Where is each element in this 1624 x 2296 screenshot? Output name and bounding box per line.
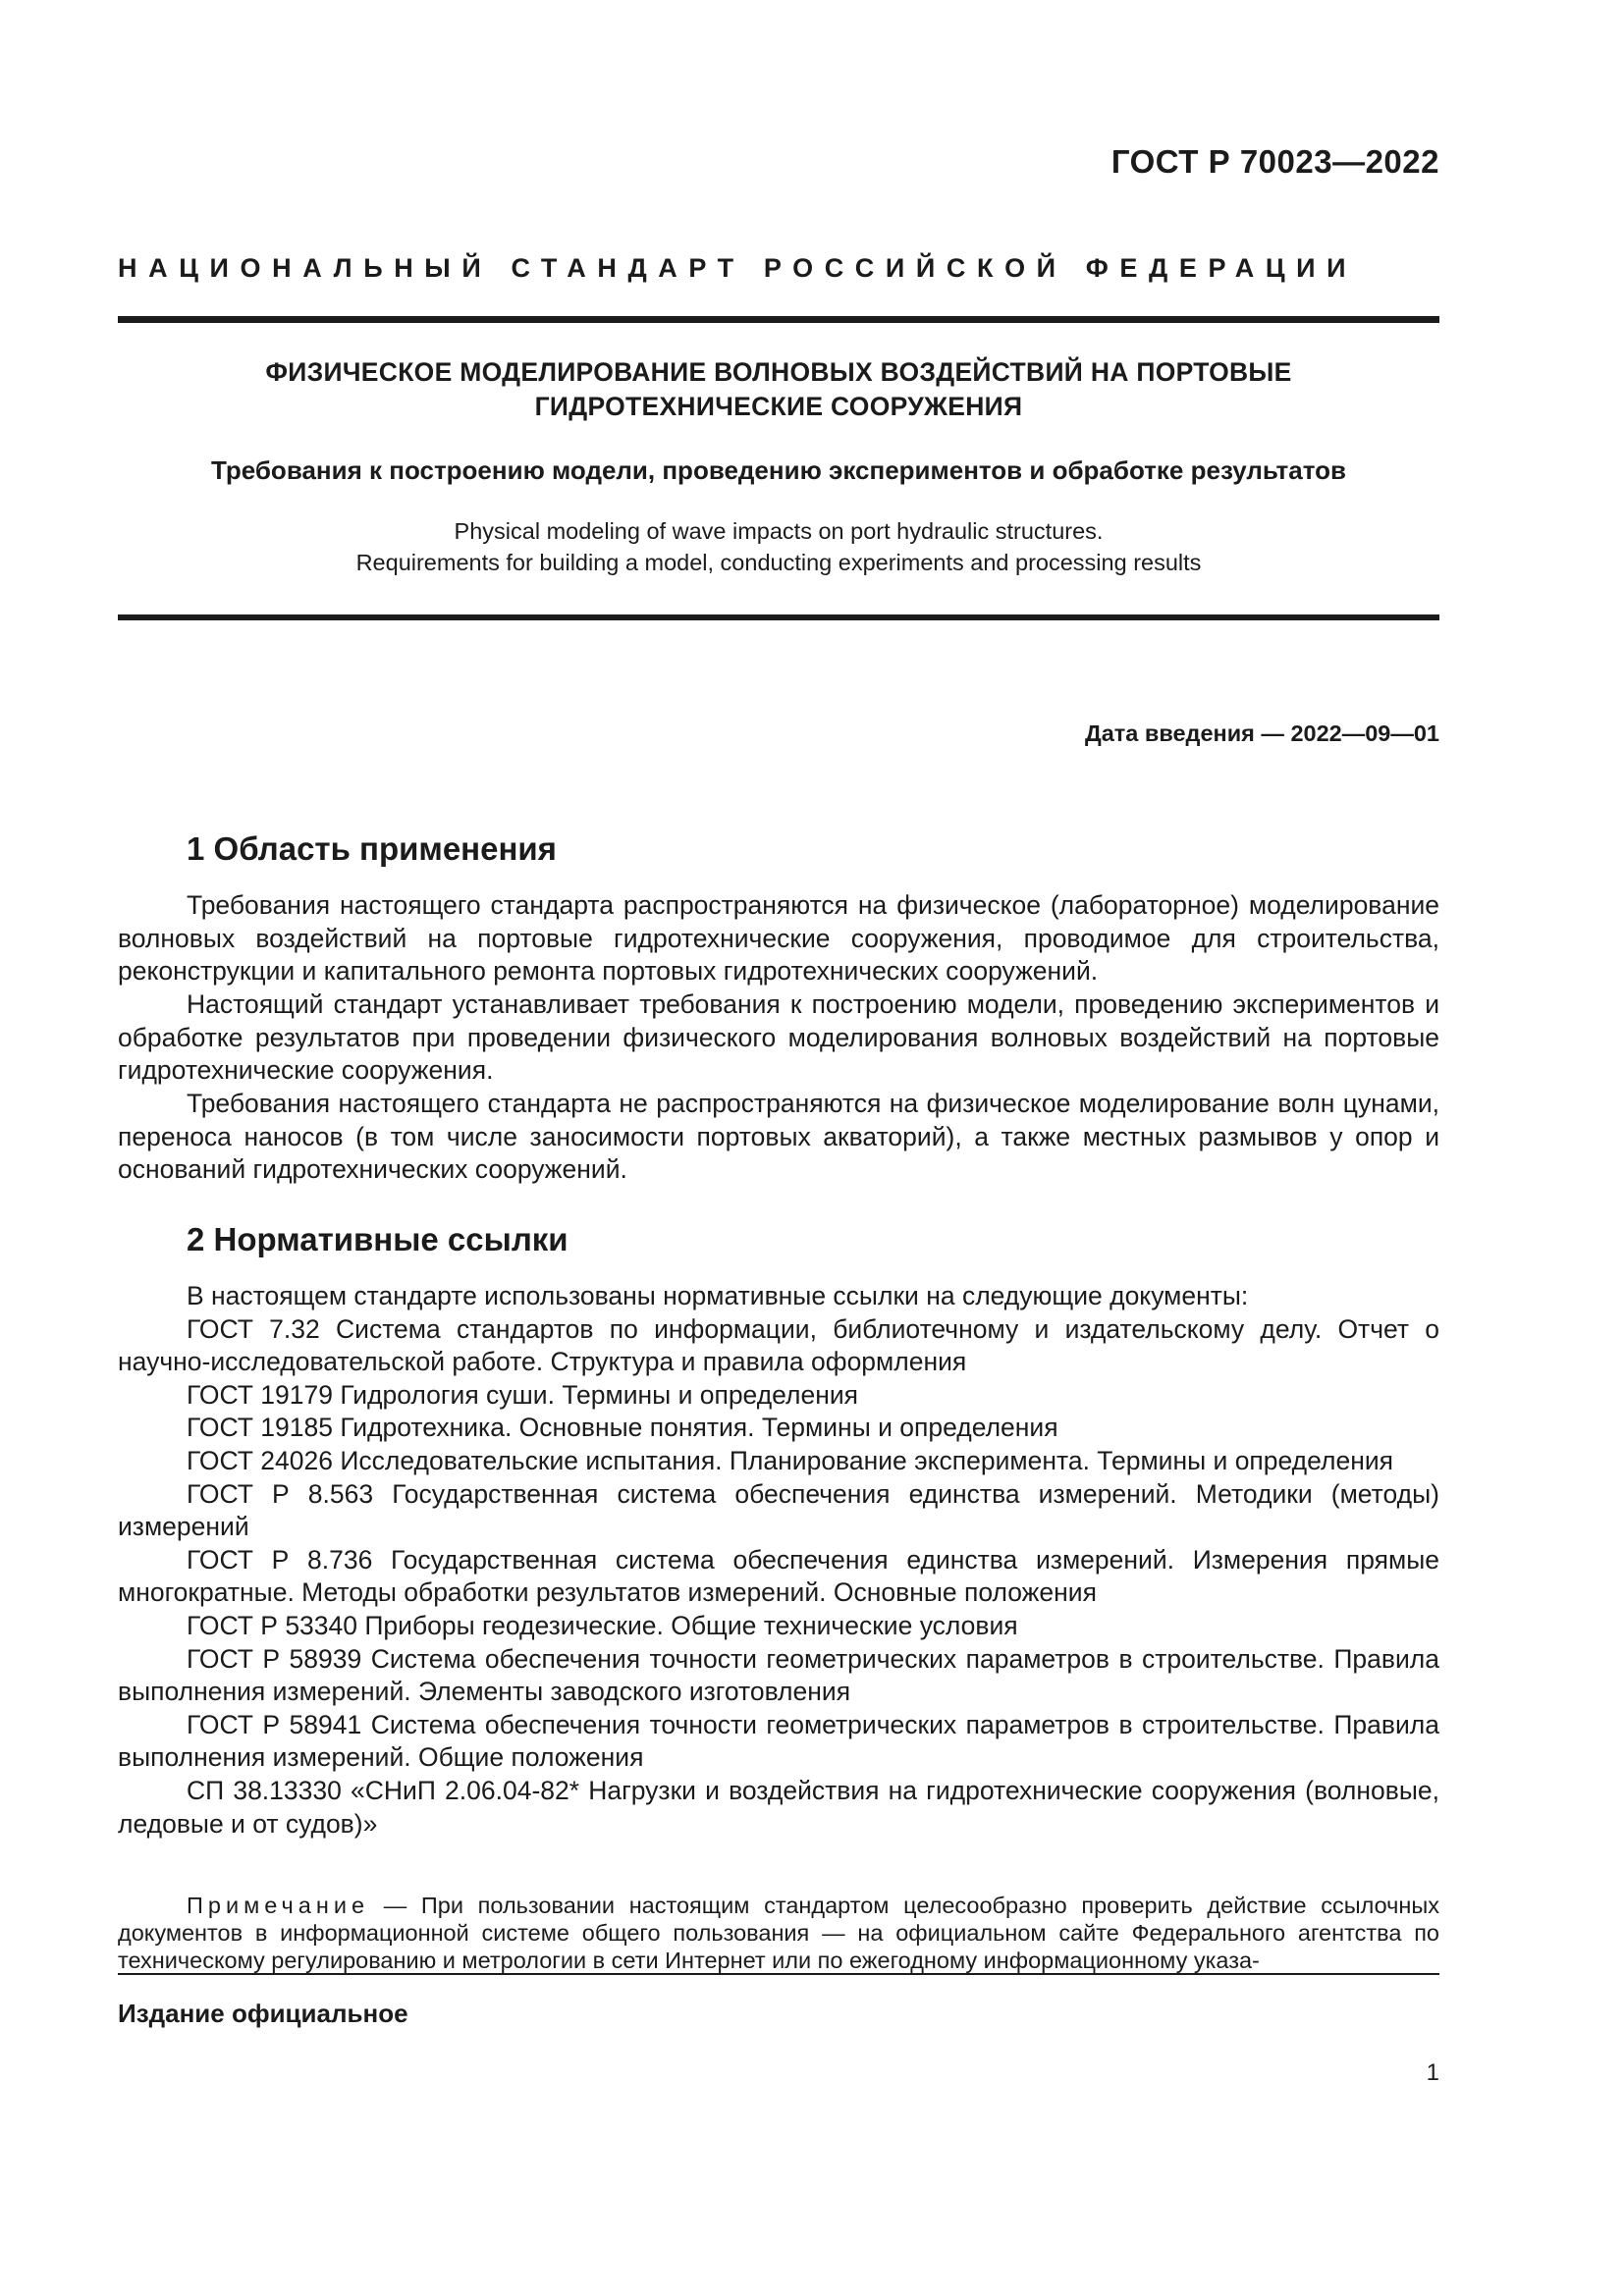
title-line-1: ФИЗИЧЕСКОЕ МОДЕЛИРОВАНИЕ ВОЛНОВЫХ ВОЗДЕЙСТВИЙ НА ПОРТОВЫЕ bbox=[265, 357, 1292, 387]
section-1-paragraph-1: Требования настоящего стандарта распространяются на физическое (лабораторное) моделирование волновых воздействий на портовые гидротехнические сооружения, проводимое для строительства, реконструкции и капитального ремонта портовых гидротехнических сооружений. bbox=[118, 890, 1439, 987]
section-1-paragraph-3: Требования настоящего стандарта не распространяются на физическое моделирование волн цунами, переноса наносов (в том числе заносимости портовых акваторий), а также местных размывов у опор и оснований гидротехнических сооружений. bbox=[118, 1089, 1439, 1185]
national-standard-banner: НАЦИОНАЛЬНЫЙ СТАНДАРТ РОССИЙСКОЙ ФЕДЕРАЦИИ bbox=[118, 253, 1358, 283]
section-1-paragraph-2: Настоящий стандарт устанавливает требования к построению модели, проведению экспериментов и обработке результатов при проведении физического моделирования волновых воздействий на портовые гидротехнические сооружения. bbox=[118, 989, 1439, 1086]
reference-item: ГОСТ Р 8.736 Государственная система обеспечения единства измерений. Измерения прямые многократные. Методы обработки результатов измерений. Основные положения bbox=[118, 1544, 1439, 1608]
reference-item: ГОСТ Р 58939 Система обеспечения точности геометрических параметров в строительстве. Правила выполнения измерений. Элементы заводского изготовления bbox=[118, 1643, 1439, 1707]
title-line-2: ГИДРОТЕХНИЧЕСКИЕ СООРУЖЕНИЯ bbox=[534, 392, 1023, 421]
reference-item: ГОСТ Р 8.563 Государственная система обеспечения единства измерений. Методики (методы) измерений bbox=[118, 1478, 1439, 1542]
english-title-line-2: Requirements for building a model, conducting experiments and processing results bbox=[355, 550, 1202, 575]
footer-rule-divider bbox=[118, 1973, 1439, 1975]
reference-item: ГОСТ 19179 Гидрология суши. Термины и определения bbox=[187, 1379, 859, 1410]
english-title-line-1: Physical modeling of wave impacts on port hydraulic structures. bbox=[454, 518, 1104, 544]
document-subtitle: Требования к построению модели, проведению экспериментов и обработке результатов bbox=[210, 455, 1347, 485]
reference-item: СП 38.13330 «СНиП 2.06.04-82* Нагрузки и воздействия на гидротехнические сооружения (волновые, ледовые и от судов)» bbox=[118, 1775, 1439, 1839]
normative-references-list bbox=[118, 1280, 1439, 1841]
note-label: Примечание bbox=[187, 1893, 370, 1918]
top-rule-divider bbox=[118, 316, 1439, 323]
document-title bbox=[118, 355, 1439, 424]
references-note bbox=[118, 1892, 1439, 1974]
page-number: 1 bbox=[1426, 2059, 1439, 2086]
section-2-heading: 2 Нормативные ссылки bbox=[187, 1221, 568, 1257]
reference-item: ГОСТ Р 58941 Система обеспечения точности геометрических параметров в строительстве. Правила выполнения измерений. Общие положения bbox=[118, 1709, 1439, 1773]
title-rule-divider bbox=[118, 614, 1439, 620]
reference-item: ГОСТ 24026 Исследовательские испытания. Планирование эксперимента. Термины и определения bbox=[187, 1445, 1393, 1475]
introduction-date: Дата введения — 2022—09—01 bbox=[1084, 721, 1439, 746]
reference-item: ГОСТ 19185 Гидротехника. Основные понятия. Термины и определения bbox=[187, 1413, 1058, 1443]
section-1-heading: 1 Область применения bbox=[187, 830, 557, 867]
note-text: — При пользовании настоящим стандартом целесообразно проверить действие ссылочных документов в информационной системе общего пользования — на официальном сайте Федерального агентства по техническому регулированию и метрологии в сети Интернет или по ежегодному информационному указа- bbox=[118, 1893, 1439, 1973]
reference-item: ГОСТ 7.32 Система стандартов по информации, библиотечному и издательскому делу. Отчет о научно-исследовательской работе. Структура и правила оформления bbox=[118, 1313, 1439, 1377]
reference-item: ГОСТ Р 53340 Приборы геодезические. Общие технические условия bbox=[187, 1610, 1018, 1640]
official-edition-label: Издание официальное bbox=[118, 1999, 408, 2028]
document-number: ГОСТ Р 70023—2022 bbox=[1110, 143, 1439, 180]
english-title bbox=[118, 515, 1439, 578]
references-intro: В настоящем стандарте использованы нормативные ссылки на следующие документы: bbox=[187, 1281, 1249, 1310]
